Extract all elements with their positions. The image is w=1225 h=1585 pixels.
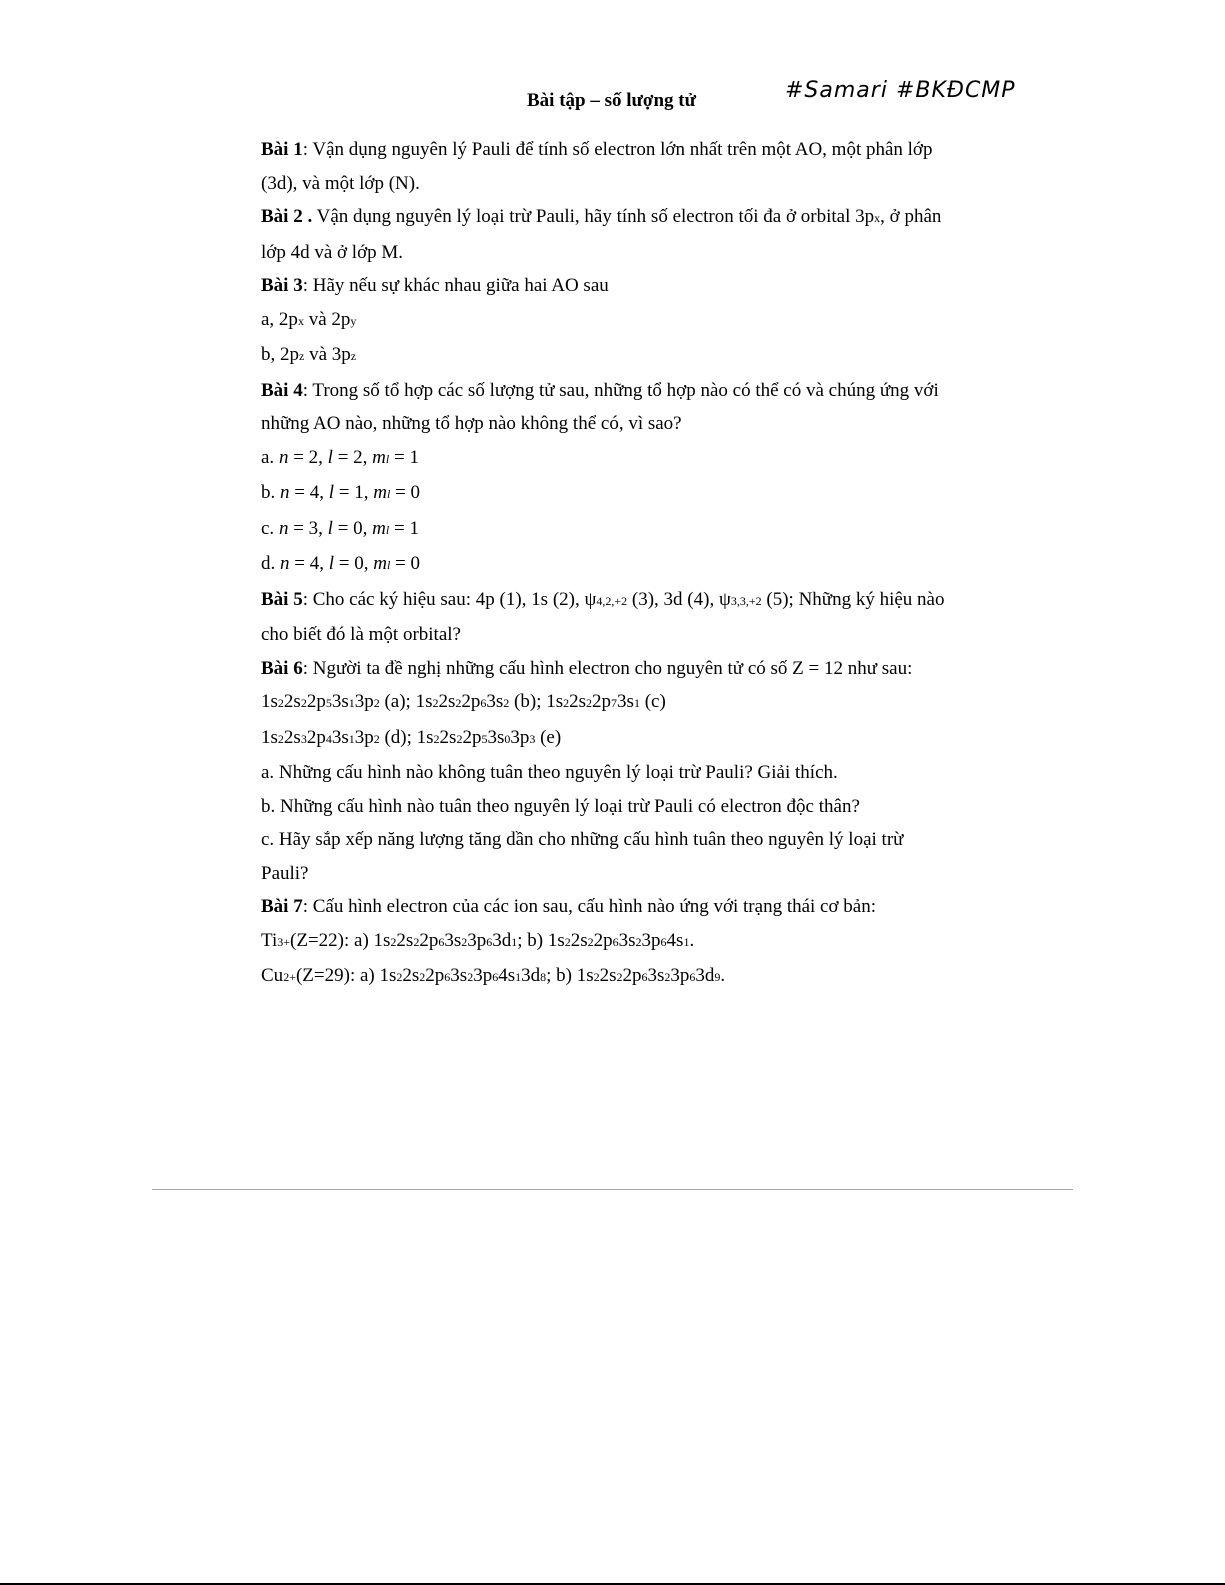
exercise-4-line-1 [261,374,981,408]
subscript: 5 [481,731,488,746]
config-text: 3s [617,691,634,712]
exercise-2-text-end: , ở phân [880,206,942,227]
exercise-7-label: Bài 7 [261,896,303,917]
config-text: 2p [306,691,326,712]
subscript: 2 [277,696,284,710]
exercise-2-text: Vận dụng nguyên lý loại trừ Pauli, hãy tính số electron tối đa ở orbital 3p [312,206,875,227]
config-text: 1s [261,691,278,712]
config-text: 2s [402,965,420,986]
item-text: = 2, [288,446,328,468]
config-text: 3s [450,965,468,986]
exercise-list [261,133,981,995]
item-text: = 4, [289,482,329,503]
subscript: x [874,211,881,225]
subscript: 2 [587,934,594,949]
config-text: 2p [622,965,642,986]
item-text: và 2p [303,308,351,330]
config-text: 3s [331,691,349,712]
subscript: 2 [433,731,440,746]
config-text: 2p [419,929,439,951]
exercise-1-line-2: (3d), và một lớp (N). [261,172,420,194]
exercise-6-question-c-line-1: c. Hãy sắp xếp năng lượng tăng dần cho những cấu hình tuân theo nguyên lý loại trừ [261,829,904,850]
exercise-4-item-d [261,547,981,583]
exercise-3-text: : Hãy nếu sự khác nhau giữa hai AO sau [302,275,609,296]
item-text: và 3p [304,344,351,365]
subscript: l [385,522,390,537]
subscript: 6 [444,970,451,984]
subscript: 2 [432,696,439,710]
subscript: 3 [300,731,307,746]
item-text: = 0 [390,553,421,574]
config-text: 3s [487,726,505,748]
item-text: = 0, [334,553,374,574]
item-text: = 2, [332,446,373,468]
subscript: 1 [683,934,690,949]
config-text: 3s [486,691,504,712]
subscript: l [386,558,391,572]
exercise-1-label: Bài 1 [261,139,303,160]
config-text: 2s [396,929,414,951]
exercise-5-text: (3), 3d (4), ψ [627,588,731,610]
symbol-l: l [327,517,333,539]
config-text: 2p [593,929,613,951]
config-text: Ti [261,929,278,951]
subscript: 5 [325,696,332,710]
subscript: 2 [563,696,570,710]
config-text: 2s [283,726,301,748]
handwritten-tag: #Samari #BKĐCMP [785,78,1016,103]
subscript: 6 [660,934,667,949]
exercise-5-text: : Cho các ký hiệu sau: 4p (1), 1s (2), ψ [302,588,597,610]
subscript: l [386,487,391,501]
exercise-2-line-1 [261,200,981,236]
item-text: a. [261,446,279,468]
config-text: 3s [444,929,462,951]
subscript: 6 [480,696,487,710]
subscript: 1 [515,970,522,984]
config-text: (d); 1s [379,726,434,748]
config-text: 2s [569,691,587,712]
config-text: Cu [261,965,284,986]
exercise-6-line-1 [261,652,981,686]
config-text: 3p [354,691,374,712]
config-text: (e) [535,726,562,748]
item-text: = 3, [288,517,328,539]
exercise-5-label: Bài 5 [261,588,303,610]
subscript: z [299,349,305,363]
config-text: 3p [641,929,661,951]
config-text: 3p [670,965,690,986]
subscript: 1 [511,934,518,949]
exercise-5-text: (5); Những ký hiệu nào [761,588,945,610]
exercise-7-text: : Cấu hình electron của các ion sau, cấu hình nào ứng với trạng thái cơ bản: [302,896,876,917]
exercise-5-line-1 [261,583,981,619]
subscript: 2 [456,731,463,746]
subscript: 2 [503,696,510,710]
config-text: . [689,929,695,951]
item-text: b. [261,482,280,503]
item-text: b, 2p [261,344,299,365]
exercise-5-line-2: cho biết đó là một orbital? [261,624,461,645]
subscript: 6 [492,970,499,984]
exercise-2-label: Bài 2 . [261,206,313,227]
symbol-n: n [278,517,289,539]
config-text: . [720,965,726,986]
exercise-6-text: : Người ta đề nghị những cấu hình electron cho nguyên tử có số Z = 12 như sau: [302,657,913,679]
config-text: (a); 1s [379,691,433,712]
config-text: 2s [439,726,457,748]
config-text: ; b) 1s [546,965,594,986]
config-text: (c) [639,691,666,712]
config-text: 3s [647,965,665,986]
exercise-6-label: Bài 6 [261,657,303,679]
config-text: ; b) 1s [517,929,565,951]
config-text: 3d [492,929,512,951]
item-text: = 1 [389,517,419,539]
exercise-4-item-c [261,512,981,548]
exercise-6-question-b: b. Những cấu hình nào tuân theo nguyên lý loại trừ Pauli có electron độc thân? [261,795,860,817]
config-text: 2s [438,691,456,712]
subscript: 2 [300,696,307,710]
subscript: 3+ [277,934,290,949]
subscript: 2 [373,696,380,710]
subscript: 6 [689,970,696,984]
exercise-4-item-a [261,441,981,477]
subscript: 2 [419,970,426,984]
item-text: = 1, [334,482,374,503]
subscript: 2 [390,934,397,949]
exercise-1-text: : Vận dụng nguyên lý Pauli để tính số electron lớn nhất trên một AO, một phân lớp [302,139,933,160]
subscript: 2 [455,696,462,710]
subscript: 4 [325,731,332,746]
config-text: (Z=29): a) 1s [295,965,397,986]
item-text: d. [261,553,280,574]
config-text: 2p [462,726,482,748]
subscript: 2 [564,934,571,949]
subscript: 2 [467,970,474,984]
symbol-l: l [328,553,334,574]
config-text: 4s [498,965,516,986]
subscript: 2 [593,970,600,984]
subscript: 3,3,+2 [730,593,762,608]
config-text: 3p [510,726,530,748]
symbol-m: m [372,446,386,468]
subscript: 2 [461,934,468,949]
exercise-7-cu-configs [261,959,981,995]
subscript: 1 [348,696,355,710]
config-text: 3s [331,726,349,748]
item-text: = 0, [332,517,373,539]
exercise-4-label: Bài 4 [261,379,303,401]
item-text: c. [261,517,279,539]
subscript: z [350,349,357,363]
config-text: 2s [283,691,301,712]
config-text: 2p [461,691,481,712]
subscript: 2 [277,731,284,746]
config-text: 3d [521,965,541,986]
subscript: y [350,313,357,328]
exercise-3-item-a [261,303,981,339]
item-text: = 1 [389,446,419,468]
symbol-n: n [280,482,290,503]
subscript: 6 [641,970,648,984]
subscript: 2 [664,970,671,984]
item-text: a, 2p [261,308,298,330]
config-text: 3p [467,929,487,951]
subscript: 4,2,+2 [596,593,628,608]
subscript: 6 [438,934,445,949]
config-text: 3p [354,726,374,748]
symbol-l: l [327,446,333,468]
subscript: 2 [635,934,642,949]
symbol-n: n [280,553,290,574]
config-text: 3d [695,965,715,986]
config-text: (Z=22): a) 1s [290,929,391,951]
symbol-m: m [373,553,387,574]
subscript: 3 [529,731,536,746]
subscript: 2 [373,731,380,746]
config-text: 2s [570,929,588,951]
subscript: 2 [616,970,623,984]
config-text: 2p [592,691,612,712]
exercise-1-line-1 [261,133,981,167]
exercise-7-line-1 [261,890,981,924]
subscript: 6 [486,934,493,949]
symbol-l: l [328,482,334,503]
config-text: 1s [261,726,278,748]
subscript: 7 [611,696,618,710]
page-divider [152,1189,1073,1190]
subscript: 8 [540,970,547,984]
subscript: 2+ [283,970,296,984]
exercise-6-configs-1 [261,685,981,721]
exercise-6-configs-2 [261,721,981,757]
config-text: 3p [473,965,493,986]
exercise-2-line-2: lớp 4d và ở lớp M. [261,241,404,263]
subscript: 0 [504,731,511,746]
config-text: 4s [666,929,684,951]
symbol-m: m [372,517,386,539]
item-text: = 0 [390,482,421,503]
subscript: 1 [633,696,640,710]
subscript: 9 [714,970,721,984]
subscript: x [297,313,304,328]
subscript: 6 [612,934,619,949]
subscript: l [385,451,390,466]
exercise-3-label: Bài 3 [261,275,303,296]
symbol-m: m [373,482,387,503]
exercise-7-ti-configs [261,924,981,960]
config-text: 3s [618,929,636,951]
config-text: 2s [599,965,617,986]
config-text: 2p [306,726,326,748]
exercise-3-line-1 [261,269,981,303]
config-text: 2p [425,965,445,986]
subscript: 2 [396,970,403,984]
exercise-6-question-a: a. Những cấu hình nào không tuân theo nguyên lý loại trừ Pauli? Giải thích. [261,762,838,783]
page-title: Bài tập – số lượng tử [527,90,696,111]
exercise-4-item-b [261,476,981,512]
symbol-n: n [278,446,289,468]
exercise-4-line-2: những AO nào, những tổ hợp nào không thể có, vì sao? [261,413,682,434]
config-text: (b); 1s [509,691,564,712]
exercise-3-item-b [261,338,981,374]
exercise-4-text: : Trong số tổ hợp các số lượng tử sau, những tổ hợp nào có thể có và chúng ứng với [302,379,939,401]
subscript: 1 [348,731,355,746]
subscript: 2 [413,934,420,949]
item-text: = 4, [289,553,329,574]
exercise-6-question-c-line-2: Pauli? [261,862,309,884]
subscript: 2 [586,696,593,710]
